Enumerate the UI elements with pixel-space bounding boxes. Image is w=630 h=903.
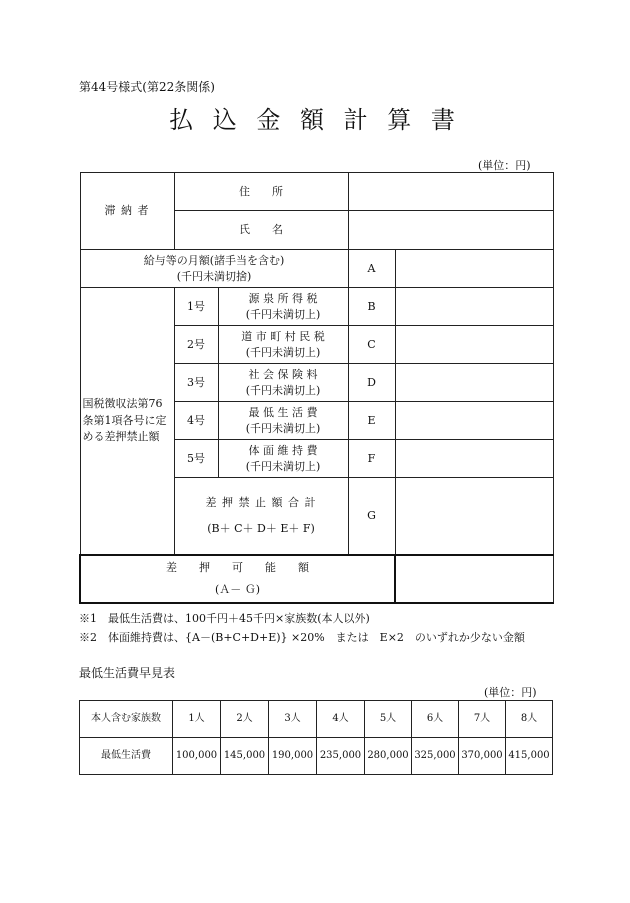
salary-label-line1: 給与等の月額(諸手当を含む) (143, 253, 285, 267)
note-2: ※2 体面維持費は、{A－(B+C+D+E)} ×20% または E×2 のいずれか少ない金額 (79, 631, 525, 644)
exemption-group-label (80, 288, 174, 555)
quick-table-unit-label: (単位：円) (484, 686, 537, 699)
quick-table-column-header: 6人 (412, 701, 459, 738)
quick-table-title: 最低生活費早見表 (79, 666, 176, 680)
quick-table-row-label: 最低生活費 (80, 738, 173, 775)
name-label: 氏 名 (174, 211, 348, 250)
salary-label (80, 250, 348, 288)
quick-table-cell: 100,000 (173, 738, 221, 775)
salary-value-field[interactable] (395, 250, 553, 288)
seizable-amount-text: 差 押 可 能 額 (166, 560, 309, 574)
quick-table-cell: 190,000 (269, 738, 317, 775)
exemption-total-label (174, 478, 348, 555)
salary-label-line2: (千円未満切捨) (176, 269, 252, 283)
salary-code: A (348, 250, 395, 288)
exemption-group-label-line: 国税徴収法第76 (82, 397, 163, 410)
item-note: (千円未満切上) (245, 307, 321, 321)
quick-table-column-header: 2人 (221, 701, 269, 738)
quick-table-header-label: 本人含む家族数 (80, 701, 173, 738)
quick-table-column-header: 8人 (506, 701, 553, 738)
item-name (218, 288, 348, 326)
exemption-total-formula: (B＋ C＋ D＋ E＋ F) (207, 521, 315, 535)
notes (79, 609, 525, 647)
item-value-field[interactable] (395, 326, 553, 364)
seizable-amount-value-field[interactable] (395, 555, 553, 603)
quick-table-cell: 415,000 (506, 738, 553, 775)
item-name (218, 326, 348, 364)
item-name (218, 402, 348, 440)
note-1: ※1 最低生活費は、100千円＋45千円×家族数(本人以外) (79, 612, 370, 625)
item-code: D (348, 364, 395, 402)
quick-table-cell: 145,000 (221, 738, 269, 775)
page-title: 払 込 金 額 計 算 書 (169, 106, 461, 134)
quick-table-column-header: 5人 (365, 701, 412, 738)
quick-table-column-header: 7人 (459, 701, 506, 738)
item-name (218, 364, 348, 402)
item-value-field[interactable] (395, 440, 553, 478)
quick-table-column-header: 1人 (173, 701, 221, 738)
exemption-total-code: G (348, 478, 395, 555)
exemption-total-value-field[interactable] (395, 478, 553, 555)
item-name-text: 体 面 維 持 費 (248, 443, 318, 457)
quick-table-cell: 325,000 (412, 738, 459, 775)
delinquent-label: 滞 納 者 (80, 173, 174, 250)
item-note: (千円未満切上) (245, 421, 321, 435)
spacer (175, 511, 348, 521)
item-note: (千円未満切上) (245, 383, 321, 397)
exemption-group-label-line: 条第1項各号に定 (82, 413, 167, 427)
item-name-text: 道 市 町 村 民 税 (241, 329, 325, 343)
item-value-field[interactable] (395, 288, 553, 326)
seizable-amount-label (80, 555, 395, 603)
item-note: (千円未満切上) (245, 459, 321, 473)
item-code: E (348, 402, 395, 440)
quick-table-cell: 235,000 (317, 738, 365, 775)
item-name-text: 最 低 生 活 費 (248, 405, 318, 419)
item-number: 3号 (174, 364, 218, 402)
item-code: B (348, 288, 395, 326)
name-field[interactable] (348, 211, 553, 250)
item-number: 4号 (174, 402, 218, 440)
minimum-living-cost-table (79, 700, 553, 775)
item-note: (千円未満切上) (245, 345, 321, 359)
exemption-total-text: 差 押 禁 止 額 合 計 (205, 495, 317, 509)
item-name (218, 440, 348, 478)
form-number: 第44号様式(第22条関係) (79, 80, 215, 94)
quick-table-column-header: 3人 (269, 701, 317, 738)
unit-label: (単位：円) (478, 159, 531, 172)
item-name-text: 社 会 保 険 料 (248, 367, 318, 381)
item-name-text: 源 泉 所 得 税 (248, 291, 318, 305)
item-number: 2号 (174, 326, 218, 364)
address-field[interactable] (348, 173, 553, 211)
quick-table-column-header: 4人 (317, 701, 365, 738)
item-code: F (348, 440, 395, 478)
exemption-group-label-line: める差押禁止額 (82, 430, 160, 443)
quick-table-cell: 280,000 (365, 738, 412, 775)
address-label: 住 所 (174, 173, 348, 211)
calculation-table (79, 172, 554, 604)
item-value-field[interactable] (395, 402, 553, 440)
quick-table-cell: 370,000 (459, 738, 506, 775)
item-value-field[interactable] (395, 364, 553, 402)
item-code: C (348, 326, 395, 364)
item-number: 1号 (174, 288, 218, 326)
item-number: 5号 (174, 440, 218, 478)
seizable-amount-formula: (Ａ－ Ｇ) (214, 582, 261, 596)
